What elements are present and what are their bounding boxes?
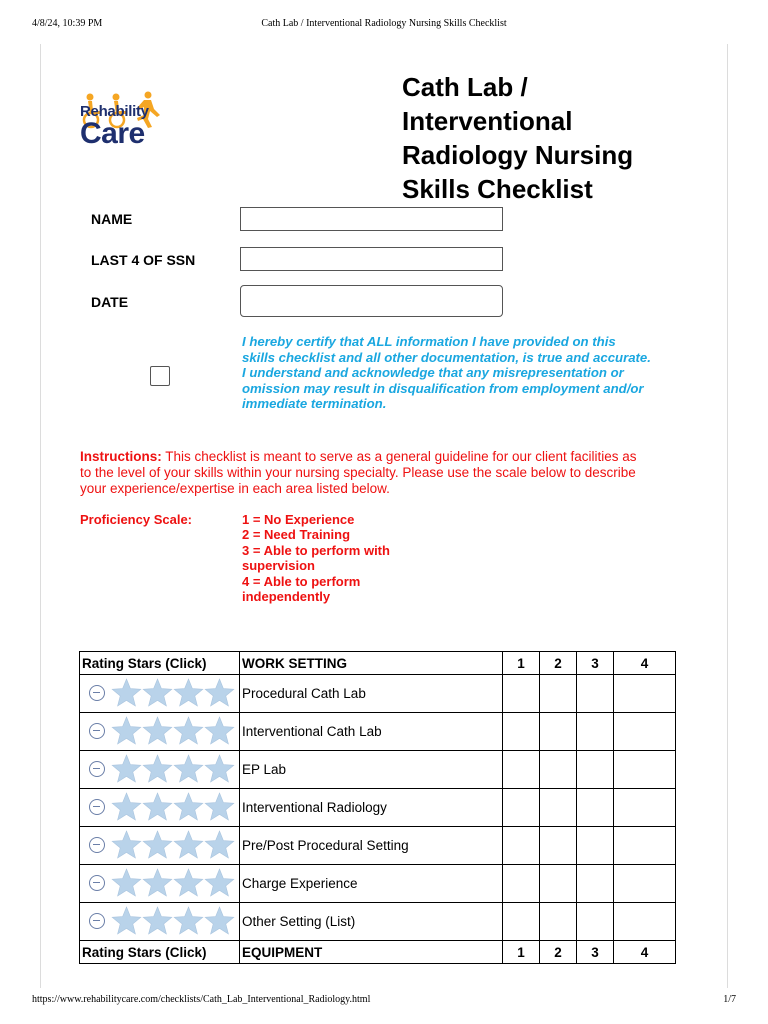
date-label: DATE [91, 294, 129, 310]
star-icon[interactable] [111, 792, 142, 822]
minus-circle-icon[interactable] [89, 723, 105, 739]
scale-header-1: 1 [503, 941, 540, 964]
minus-circle-icon[interactable] [89, 913, 105, 929]
star-icon[interactable] [173, 716, 204, 746]
page-title-line: Skills Checklist [402, 174, 593, 204]
certify-checkbox[interactable] [150, 366, 170, 386]
rating-cell [80, 865, 240, 903]
star-icon[interactable] [204, 678, 235, 708]
star-icon[interactable] [111, 754, 142, 784]
rating-cell-1[interactable] [503, 713, 540, 751]
ssn-label: LAST 4 OF SSN [91, 252, 196, 268]
rating-stars [111, 868, 235, 898]
page-title-line: Interventional [402, 106, 573, 136]
rating-cell-3[interactable] [577, 713, 614, 751]
star-icon[interactable] [204, 906, 235, 936]
rating-stars [111, 716, 235, 746]
rating-cell [80, 675, 240, 713]
star-icon[interactable] [173, 678, 204, 708]
rating-cell-3[interactable] [577, 789, 614, 827]
rating-cell-4[interactable] [614, 865, 676, 903]
scale-item: 1 = No Experience [242, 512, 355, 527]
scale-header-3: 3 [577, 941, 614, 964]
table-row [80, 827, 676, 865]
skill-label: Other Setting (List) [240, 903, 503, 941]
rating-cell-2[interactable] [540, 713, 577, 751]
star-icon[interactable] [111, 830, 142, 860]
rating-cell-2[interactable] [540, 789, 577, 827]
page-title [402, 70, 702, 206]
scale-header-4: 4 [614, 652, 676, 675]
skill-rows [80, 675, 676, 941]
rating-cell [80, 789, 240, 827]
rating-cell-1[interactable] [503, 751, 540, 789]
star-icon[interactable] [204, 716, 235, 746]
name-field[interactable] [240, 207, 503, 231]
rating-cell [80, 827, 240, 865]
star-icon[interactable] [142, 792, 173, 822]
rating-cell-2[interactable] [540, 751, 577, 789]
print-datetime: 4/8/24, 10:39 PM [32, 18, 103, 29]
skill-label: Interventional Radiology [240, 789, 503, 827]
scale-item: 4 = Able to perform independently [242, 573, 361, 605]
minus-circle-icon[interactable] [89, 685, 105, 701]
star-icon[interactable] [173, 830, 204, 860]
table-row [80, 789, 676, 827]
rating-cell-3[interactable] [577, 751, 614, 789]
star-icon[interactable] [173, 754, 204, 784]
minus-circle-icon[interactable] [89, 837, 105, 853]
rating-cell-4[interactable] [614, 827, 676, 865]
star-icon[interactable] [142, 678, 173, 708]
star-icon[interactable] [111, 906, 142, 936]
minus-circle-icon[interactable] [89, 761, 105, 777]
rating-cell-1[interactable] [503, 789, 540, 827]
scale-header-1: 1 [503, 652, 540, 675]
rating-cell-2[interactable] [540, 865, 577, 903]
instructions [80, 449, 640, 497]
star-icon[interactable] [204, 792, 235, 822]
rating-cell-3[interactable] [577, 675, 614, 713]
skills-table [79, 651, 676, 964]
skill-label: Interventional Cath Lab [240, 713, 503, 751]
rating-stars [111, 792, 235, 822]
rating-stars [111, 830, 235, 860]
section-header-work-setting: WORK SETTING [240, 652, 503, 675]
rating-cell-2[interactable] [540, 903, 577, 941]
minus-circle-icon[interactable] [89, 799, 105, 815]
print-doc-title: Cath Lab / Interventional Radiology Nursing Skills Checklist [261, 18, 507, 29]
page-title-line: Radiology Nursing [402, 140, 634, 170]
rating-header: Rating Stars (Click) [80, 652, 240, 675]
table-header-row [80, 941, 676, 964]
star-icon[interactable] [111, 868, 142, 898]
star-icon[interactable] [142, 906, 173, 936]
table-row [80, 751, 676, 789]
ssn-field[interactable] [240, 247, 503, 271]
rating-header: Rating Stars (Click) [80, 941, 240, 964]
scale-header-3: 3 [577, 652, 614, 675]
scale-header-2: 2 [540, 941, 577, 964]
rating-cell-4[interactable] [614, 751, 676, 789]
star-icon[interactable] [142, 868, 173, 898]
rating-cell-3[interactable] [577, 865, 614, 903]
star-icon[interactable] [111, 678, 142, 708]
print-url: https://www.rehabilitycare.com/checklists/Cath_Lab_Interventional_Radiology.html [32, 994, 371, 1005]
scale-header-4: 4 [614, 941, 676, 964]
table-row [80, 713, 676, 751]
name-label: NAME [91, 211, 133, 227]
rating-cell-1[interactable] [503, 675, 540, 713]
rating-cell-1[interactable] [503, 827, 540, 865]
rating-cell-2[interactable] [540, 675, 577, 713]
table-row [80, 865, 676, 903]
rating-cell-1[interactable] [503, 903, 540, 941]
rating-stars [111, 754, 235, 784]
rating-cell-4[interactable] [614, 713, 676, 751]
print-page-number: 1/7 [723, 994, 736, 1005]
star-icon[interactable] [204, 830, 235, 860]
logo-text-care: Care [80, 117, 145, 150]
scale-item: 3 = Able to perform with supervision [242, 542, 390, 574]
skill-label: Charge Experience [240, 865, 503, 903]
star-icon[interactable] [173, 792, 204, 822]
date-field[interactable] [240, 285, 503, 317]
star-icon[interactable] [173, 868, 204, 898]
star-icon[interactable] [111, 716, 142, 746]
rating-cell-3[interactable] [577, 903, 614, 941]
rating-cell-3[interactable] [577, 827, 614, 865]
proficiency-scale-label: Proficiency Scale: [80, 512, 192, 527]
rating-cell-4[interactable] [614, 903, 676, 941]
star-icon[interactable] [204, 754, 235, 784]
table-row [80, 675, 676, 713]
instructions-text: This checklist is meant to serve as a general guideline for our client facilities as to the level of your skills within your nursing specialty. Please use the scale below to describe your experience/expertise in each area listed below. [80, 449, 637, 496]
skill-label: EP Lab [240, 751, 503, 789]
rating-stars [111, 678, 235, 708]
rating-stars [111, 906, 235, 936]
certification-text: I hereby certify that ALL information I have provided on this skills checklist and all other documentation, is true and accurate. I understand and acknowledge that any misrepresentation or omission may result in disqualification from employment and/or immediate termination. [242, 334, 651, 412]
star-icon[interactable] [142, 716, 173, 746]
page-title-line: Cath Lab / [402, 72, 528, 102]
star-icon[interactable] [142, 830, 173, 860]
scale-item: 2 = Need Training [242, 527, 351, 543]
rating-cell-4[interactable] [614, 789, 676, 827]
skill-label: Procedural Cath Lab [240, 675, 503, 713]
logo-text-rehability: Rehability [80, 103, 149, 120]
minus-circle-icon[interactable] [89, 875, 105, 891]
rating-cell-4[interactable] [614, 675, 676, 713]
instructions-label: Instructions: [80, 449, 162, 464]
rating-cell-2[interactable] [540, 827, 577, 865]
rating-cell [80, 713, 240, 751]
skill-label: Pre/Post Procedural Setting [240, 827, 503, 865]
table-row [80, 903, 676, 941]
rating-cell [80, 903, 240, 941]
rating-cell [80, 751, 240, 789]
proficiency-scale-list [242, 512, 422, 604]
star-icon[interactable] [142, 754, 173, 784]
section-header-equipment: EQUIPMENT [240, 941, 503, 964]
rating-cell-1[interactable] [503, 865, 540, 903]
star-icon[interactable] [173, 906, 204, 936]
table-header-row [80, 652, 676, 675]
scale-header-2: 2 [540, 652, 577, 675]
star-icon[interactable] [204, 868, 235, 898]
